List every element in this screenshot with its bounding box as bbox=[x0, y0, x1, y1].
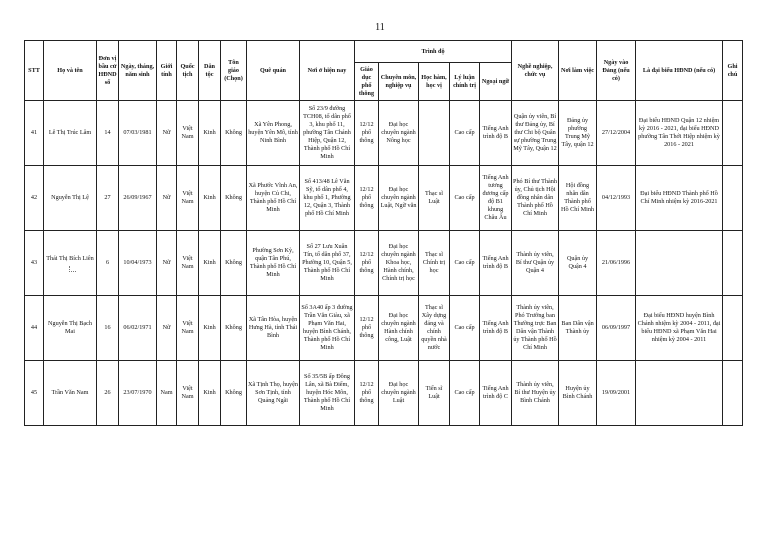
cell-general: 12/12 phổ thông bbox=[355, 231, 379, 296]
header-unit: Đơn vị bầu cử HĐND số bbox=[97, 41, 119, 101]
cell-residence: Số 27 Lưu Xuân Tín, tổ dân phố 37, Phường 10, Quận 5, Thành phố Hồ Chí Minh bbox=[300, 231, 355, 296]
cell-workplace: Quận ủy Quận 4 bbox=[559, 231, 597, 296]
cell-name: Nguyễn Thị Lệ bbox=[44, 166, 97, 231]
table-row bbox=[25, 101, 743, 166]
header-professional: Chuyên môn, nghiệp vụ bbox=[379, 63, 419, 101]
cell-stt: 43 bbox=[25, 231, 44, 296]
cell-workplace: Ban Dân vận Thành ủy bbox=[559, 296, 597, 361]
cell-gender: Nữ bbox=[157, 296, 177, 361]
header-ethnicity: Dân tộc bbox=[199, 41, 221, 101]
header-row-top bbox=[25, 41, 743, 63]
cell-note bbox=[723, 166, 743, 231]
header-delegate: Là đại biểu HĐND (nếu có) bbox=[636, 41, 723, 101]
header-note: Ghi chú bbox=[723, 41, 743, 101]
cell-professional: Đại học chuyên ngành Khoa học, Hành chính, Chính trị học bbox=[379, 231, 419, 296]
cell-party-date: 21/06/1996 bbox=[597, 231, 636, 296]
header-workplace: Nơi làm việc bbox=[559, 41, 597, 101]
cell-general: 12/12 phổ thông bbox=[355, 296, 379, 361]
cell-degree: Tiến sĩ Luật bbox=[419, 361, 450, 426]
header-stt: STT bbox=[25, 41, 44, 101]
header-residence: Nơi ở hiện nay bbox=[300, 41, 355, 101]
cell-ethnicity: Kinh bbox=[199, 101, 221, 166]
cell-note bbox=[723, 361, 743, 426]
cell-political: Cao cấp bbox=[450, 296, 480, 361]
cell-general: 12/12 phổ thông bbox=[355, 166, 379, 231]
cell-name: Trần Văn Nam bbox=[44, 361, 97, 426]
cell-hometown: Xã Tân Hòa, huyện Hưng Hà, tỉnh Thái Bình bbox=[247, 296, 300, 361]
table-row bbox=[25, 361, 743, 426]
cell-language: Tiếng Anh trình độ B bbox=[480, 296, 512, 361]
cell-degree: Thạc sĩ Luật bbox=[419, 166, 450, 231]
cell-hometown: Xã Yên Phong, huyện Yên Mô, tỉnh Ninh Bình bbox=[247, 101, 300, 166]
cell-party-date: 19/09/2001 bbox=[597, 361, 636, 426]
cell-religion: Không bbox=[221, 361, 247, 426]
cell-degree bbox=[419, 101, 450, 166]
cell-name bbox=[44, 231, 97, 296]
header-party-date: Ngày vào Đảng (nếu có) bbox=[597, 41, 636, 101]
cell-political: Cao cấp bbox=[450, 101, 480, 166]
header-gender: Giới tính bbox=[157, 41, 177, 101]
cell-name: Lê Thị Trúc Lâm bbox=[44, 101, 97, 166]
cell-delegate: Đại biểu HĐND huyện Bình Chánh nhiệm kỳ 2004 - 2011, đại biểu HĐND xã Phạm Văn Hai nhiệm kỳ 2004 - 2011 bbox=[636, 296, 723, 361]
cell-ethnicity: Kinh bbox=[199, 296, 221, 361]
cell-note bbox=[723, 231, 743, 296]
cell-residence: Số 23/9 đường TCH08, tổ dân phố 3, khu phố 11, phường Tân Chánh Hiệp, Quận 12, Thành phố Hồ Chí Minh bbox=[300, 101, 355, 166]
header-nationality: Quốc tịch bbox=[177, 41, 199, 101]
cell-language: Tiếng Anh tương đương cấp độ B1 khung Châu Âu bbox=[480, 166, 512, 231]
cell-stt: 44 bbox=[25, 296, 44, 361]
cell-residence: Số 3A40 ấp 3 đường Trần Văn Giàu, xã Phạm Văn Hai, huyện Bình Chánh, Thành phố Hồ Chí Minh bbox=[300, 296, 355, 361]
small-mark-icon bbox=[69, 266, 75, 271]
cell-name: Nguyễn Thị Bạch Mai bbox=[44, 296, 97, 361]
cell-unit: 16 bbox=[97, 296, 119, 361]
cell-note bbox=[723, 296, 743, 361]
cell-degree: Thạc sĩ Xây dựng đảng và chính quyền nhà nước bbox=[419, 296, 450, 361]
cell-language: Tiếng Anh trình độ B bbox=[480, 231, 512, 296]
cell-nationality: Việt Nam bbox=[177, 361, 199, 426]
page-number: 11 bbox=[375, 22, 385, 33]
cell-religion: Không bbox=[221, 231, 247, 296]
cell-occupation: Quận ủy viên, Bí thư Đảng ủy, Bí thư Chi bộ Quân sự phường Trung Mỹ Tây, Quận 12 bbox=[512, 101, 559, 166]
cell-political: Cao cấp bbox=[450, 166, 480, 231]
header-dob: Ngày, tháng, năm sinh bbox=[119, 41, 157, 101]
cell-workplace: Huyện ủy Bình Chánh bbox=[559, 361, 597, 426]
cell-general: 12/12 phổ thông bbox=[355, 361, 379, 426]
cell-dob: 10/04/1973 bbox=[119, 231, 157, 296]
cell-hometown: Phường Sơn Kỳ, quận Tân Phú, Thành phố Hồ Chí Minh bbox=[247, 231, 300, 296]
cell-note bbox=[723, 101, 743, 166]
cell-party-date: 04/12/1993 bbox=[597, 166, 636, 231]
cell-ethnicity: Kinh bbox=[199, 231, 221, 296]
cell-language: Tiếng Anh trình độ C bbox=[480, 361, 512, 426]
header-name: Họ và tên bbox=[44, 41, 97, 101]
cell-language: Tiếng Anh trình độ B bbox=[480, 101, 512, 166]
header-occupation: Nghề nghiệp, chức vụ bbox=[512, 41, 559, 101]
cell-delegate: Đại biểu HĐND Thành phố Hồ Chí Minh nhiệm kỳ 2016-2021 bbox=[636, 166, 723, 231]
header-general: Giáo dục phổ thông bbox=[355, 63, 379, 101]
cell-workplace: Đảng ủy phường Trung Mỹ Tây, quận 12 bbox=[559, 101, 597, 166]
cell-nationality: Việt Nam bbox=[177, 166, 199, 231]
cell-delegate bbox=[636, 361, 723, 426]
cell-religion: Không bbox=[221, 296, 247, 361]
cell-ethnicity: Kinh bbox=[199, 166, 221, 231]
cell-occupation: Thành ủy viên, Phó Trưởng ban Thường trực Ban Dân vận Thành ủy Thành phố Hồ Chí Minh bbox=[512, 296, 559, 361]
table-row bbox=[25, 166, 743, 231]
cell-party-date: 27/12/2004 bbox=[597, 101, 636, 166]
cell-gender: Nữ bbox=[157, 101, 177, 166]
cell-dob: 07/03/1981 bbox=[119, 101, 157, 166]
cell-delegate: Đại biểu HĐND Quận 12 nhiệm kỳ 2016 - 2021, đại biểu HĐND phường Tân Thới Hiệp nhiệm kỳ 2016 - 2021 bbox=[636, 101, 723, 166]
cell-professional: Đại học chuyên ngành Luật, Ngữ văn bbox=[379, 166, 419, 231]
cell-unit: 6 bbox=[97, 231, 119, 296]
cell-name-text: Thái Thị Bích Liên bbox=[46, 255, 94, 262]
table-row bbox=[25, 231, 743, 296]
cell-hometown: Xã Tịnh Thọ, huyện Sơn Tịnh, tỉnh Quảng Ngãi bbox=[247, 361, 300, 426]
cell-occupation: Thành ủy viên, Bí thư Quận ủy Quận 4 bbox=[512, 231, 559, 296]
cell-dob: 06/02/1971 bbox=[119, 296, 157, 361]
cell-gender: Nam bbox=[157, 361, 177, 426]
cell-political: Cao cấp bbox=[450, 231, 480, 296]
header-political: Lý luận chính trị bbox=[450, 63, 480, 101]
cell-professional: Đại học chuyên ngành Hành chính công, Luật bbox=[379, 296, 419, 361]
header-education-group: Trình độ bbox=[355, 41, 512, 63]
cell-professional: Đại học chuyên ngành Nông học bbox=[379, 101, 419, 166]
cell-occupation: Thành ủy viên, Bí thư Huyện ủy Bình Chánh bbox=[512, 361, 559, 426]
cell-unit: 27 bbox=[97, 166, 119, 231]
header-language: Ngoại ngữ bbox=[480, 63, 512, 101]
cell-ethnicity: Kinh bbox=[199, 361, 221, 426]
cell-religion: Không bbox=[221, 101, 247, 166]
cell-stt: 42 bbox=[25, 166, 44, 231]
cell-hometown: Xã Phước Vĩnh An, huyện Củ Chi, Thành phố Hồ Chí Minh bbox=[247, 166, 300, 231]
cell-residence: Số 413/48 Lê Văn Sỹ, tổ dân phố 4, khu phố 1, Phường 12, Quận 3, Thành phố Hồ Chí Minh bbox=[300, 166, 355, 231]
cell-nationality: Việt Nam bbox=[177, 231, 199, 296]
cell-residence: Số 35/5B ấp Đông Lân, xã Bà Điểm, huyện Hóc Môn, Thành phố Hồ Chí Minh bbox=[300, 361, 355, 426]
cell-degree: Thạc sĩ Chính trị học bbox=[419, 231, 450, 296]
cell-religion: Không bbox=[221, 166, 247, 231]
cell-unit: 14 bbox=[97, 101, 119, 166]
header-degree: Học hàm, học vị bbox=[419, 63, 450, 101]
cell-nationality: Việt Nam bbox=[177, 296, 199, 361]
cell-dob: 23/07/1970 bbox=[119, 361, 157, 426]
cell-political: Cao cấp bbox=[450, 361, 480, 426]
cell-gender: Nữ bbox=[157, 166, 177, 231]
cell-party-date: 06/09/1997 bbox=[597, 296, 636, 361]
table-row bbox=[25, 296, 743, 361]
header-hometown: Quê quán bbox=[247, 41, 300, 101]
candidate-table bbox=[24, 40, 743, 426]
cell-stt: 41 bbox=[25, 101, 44, 166]
cell-unit: 26 bbox=[97, 361, 119, 426]
cell-nationality: Việt Nam bbox=[177, 101, 199, 166]
header-religion: Tôn giáo (Chọn) bbox=[221, 41, 247, 101]
cell-delegate bbox=[636, 231, 723, 296]
cell-general: 12/12 phổ thông bbox=[355, 101, 379, 166]
cell-stt: 45 bbox=[25, 361, 44, 426]
cell-workplace: Hội đồng nhân dân Thành phố Hồ Chí Minh bbox=[559, 166, 597, 231]
cell-occupation: Phó Bí thư Thành ủy, Chủ tịch Hội đồng nhân dân Thành phố Hồ Chí Minh bbox=[512, 166, 559, 231]
cell-gender: Nữ bbox=[157, 231, 177, 296]
cell-professional: Đại học chuyên ngành Luật bbox=[379, 361, 419, 426]
cell-dob: 26/09/1967 bbox=[119, 166, 157, 231]
